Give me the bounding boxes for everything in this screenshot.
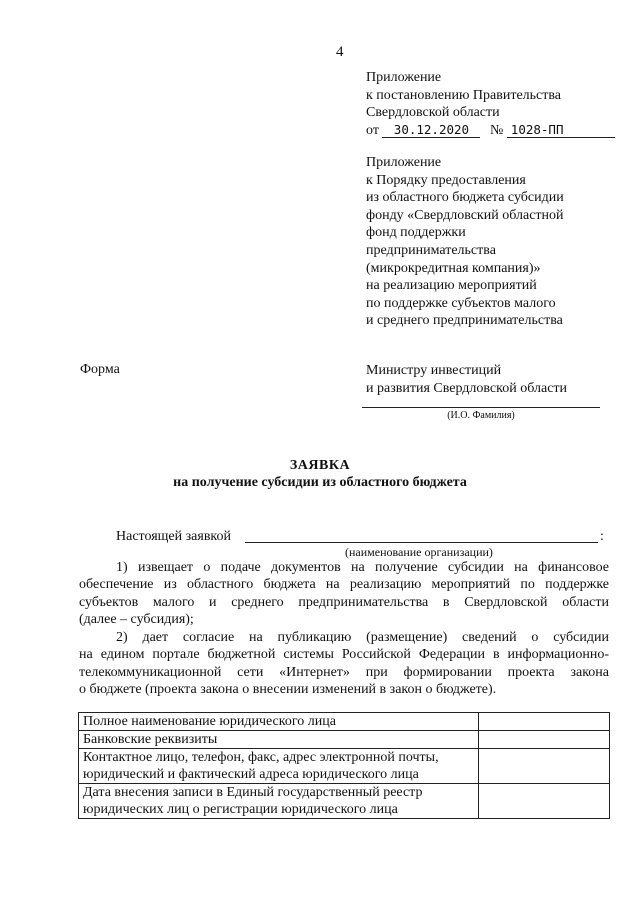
table-row-label-line: юридический и фактический адреса юридического лица: [83, 767, 419, 782]
appendix2-line: из областного бюджета субсидии: [366, 190, 564, 206]
intro-text: Настоящей заявкой: [116, 529, 232, 544]
decree-date: 30.12.2020: [382, 123, 480, 138]
appendix-procedure: [366, 154, 564, 330]
date-prefix: от: [366, 122, 379, 138]
signature-caption: (И.О. Фамилия): [447, 410, 515, 421]
appendix-government-decree: [366, 69, 615, 139]
appendix2-line: Приложение: [366, 155, 442, 170]
table-row: [79, 784, 610, 819]
appendix2-line: фонд поддержки: [366, 225, 466, 241]
appendix2-line: предпринимательства: [366, 242, 496, 258]
table-row-label: [79, 731, 479, 749]
organization-info-table: [78, 712, 610, 819]
paragraph-line: 1) извещает о подаче документов на получение субсидии на финансовое: [116, 560, 609, 575]
paragraph-line: (далее – субсидия);: [79, 612, 194, 628]
paragraph-line: 2) дает согласие на публикацию (размещение) сведений о субсидии: [116, 630, 609, 645]
table-row-value-field[interactable]: [479, 713, 610, 731]
paragraph-1: [79, 559, 609, 629]
paragraph-line: телекоммуникационной сети «Интернет» при формировании проекта закона: [79, 664, 609, 680]
addressee-block: [366, 362, 567, 397]
table-row-value-field[interactable]: [479, 731, 610, 749]
organization-caption: (наименование организации): [345, 545, 493, 559]
table-row: [79, 731, 610, 749]
organization-name-field[interactable]: [245, 542, 598, 543]
table-row-label: [79, 713, 479, 731]
paragraph-line: обеспечение из областного бюджета на реализацию мероприятий по поддержке: [79, 577, 609, 593]
decree-number: 1028-ПП: [507, 123, 615, 138]
table-row-value-field[interactable]: [479, 784, 610, 819]
appendix1-line2: к постановлению Правительства: [366, 87, 562, 103]
appendix2-line: по поддержке субъектов малого: [366, 295, 556, 311]
intro-colon: :: [600, 529, 604, 544]
appendix2-line: на реализацию мероприятий: [366, 278, 537, 294]
document-subtitle: на получение субсидии из областного бюджета: [173, 475, 467, 490]
table-row-label: [79, 749, 479, 784]
paragraph-2: [79, 629, 609, 699]
table-row: [79, 713, 610, 731]
table-row: [79, 749, 610, 784]
table-row-label-line: Контактное лицо, телефон, факс, адрес электронной почты,: [83, 750, 439, 765]
table-row-label-line: Банковские реквизиты: [83, 732, 218, 747]
document-title: ЗАЯВКА: [289, 458, 351, 473]
table-row-value-field[interactable]: [479, 749, 610, 784]
paragraph-line: на едином портале бюджетной системы Российской Федерации в информационно-: [79, 647, 609, 663]
addressee-line2: и развития Свердловской области: [366, 380, 568, 396]
appendix1-line3: Свердловской области: [366, 105, 500, 121]
addressee-line1: Министру инвестиций: [366, 363, 502, 378]
page-number: 4: [336, 44, 344, 60]
table-row-label-line: юридических лиц о регистрации юридического лица: [83, 802, 398, 817]
table-row-label: [79, 784, 479, 819]
number-prefix: №: [489, 122, 504, 138]
appendix2-line: фонду «Свердловский областной: [366, 207, 564, 223]
decree-date-number-line: [366, 122, 615, 140]
appendix2-line: (микрокредитная компания)»: [366, 260, 541, 276]
table-row-label-line: Полное наименование юридического лица: [83, 714, 336, 729]
appendix2-line: и среднего предпринимательства: [366, 313, 563, 329]
appendix2-line: к Порядку предоставления: [366, 172, 526, 188]
paragraph-line: субъектов малого и среднего предпринимательства в Свердловской области: [79, 594, 609, 610]
paragraph-line: о бюджете (проекта закона о внесении изменений в закон о бюджете).: [79, 682, 497, 698]
appendix1-line1: Приложение: [366, 70, 442, 85]
form-label: Форма: [80, 362, 120, 377]
table-row-label-line: Дата внесения записи в Единый государственный реестр: [83, 785, 423, 800]
signature-line: [362, 407, 600, 408]
